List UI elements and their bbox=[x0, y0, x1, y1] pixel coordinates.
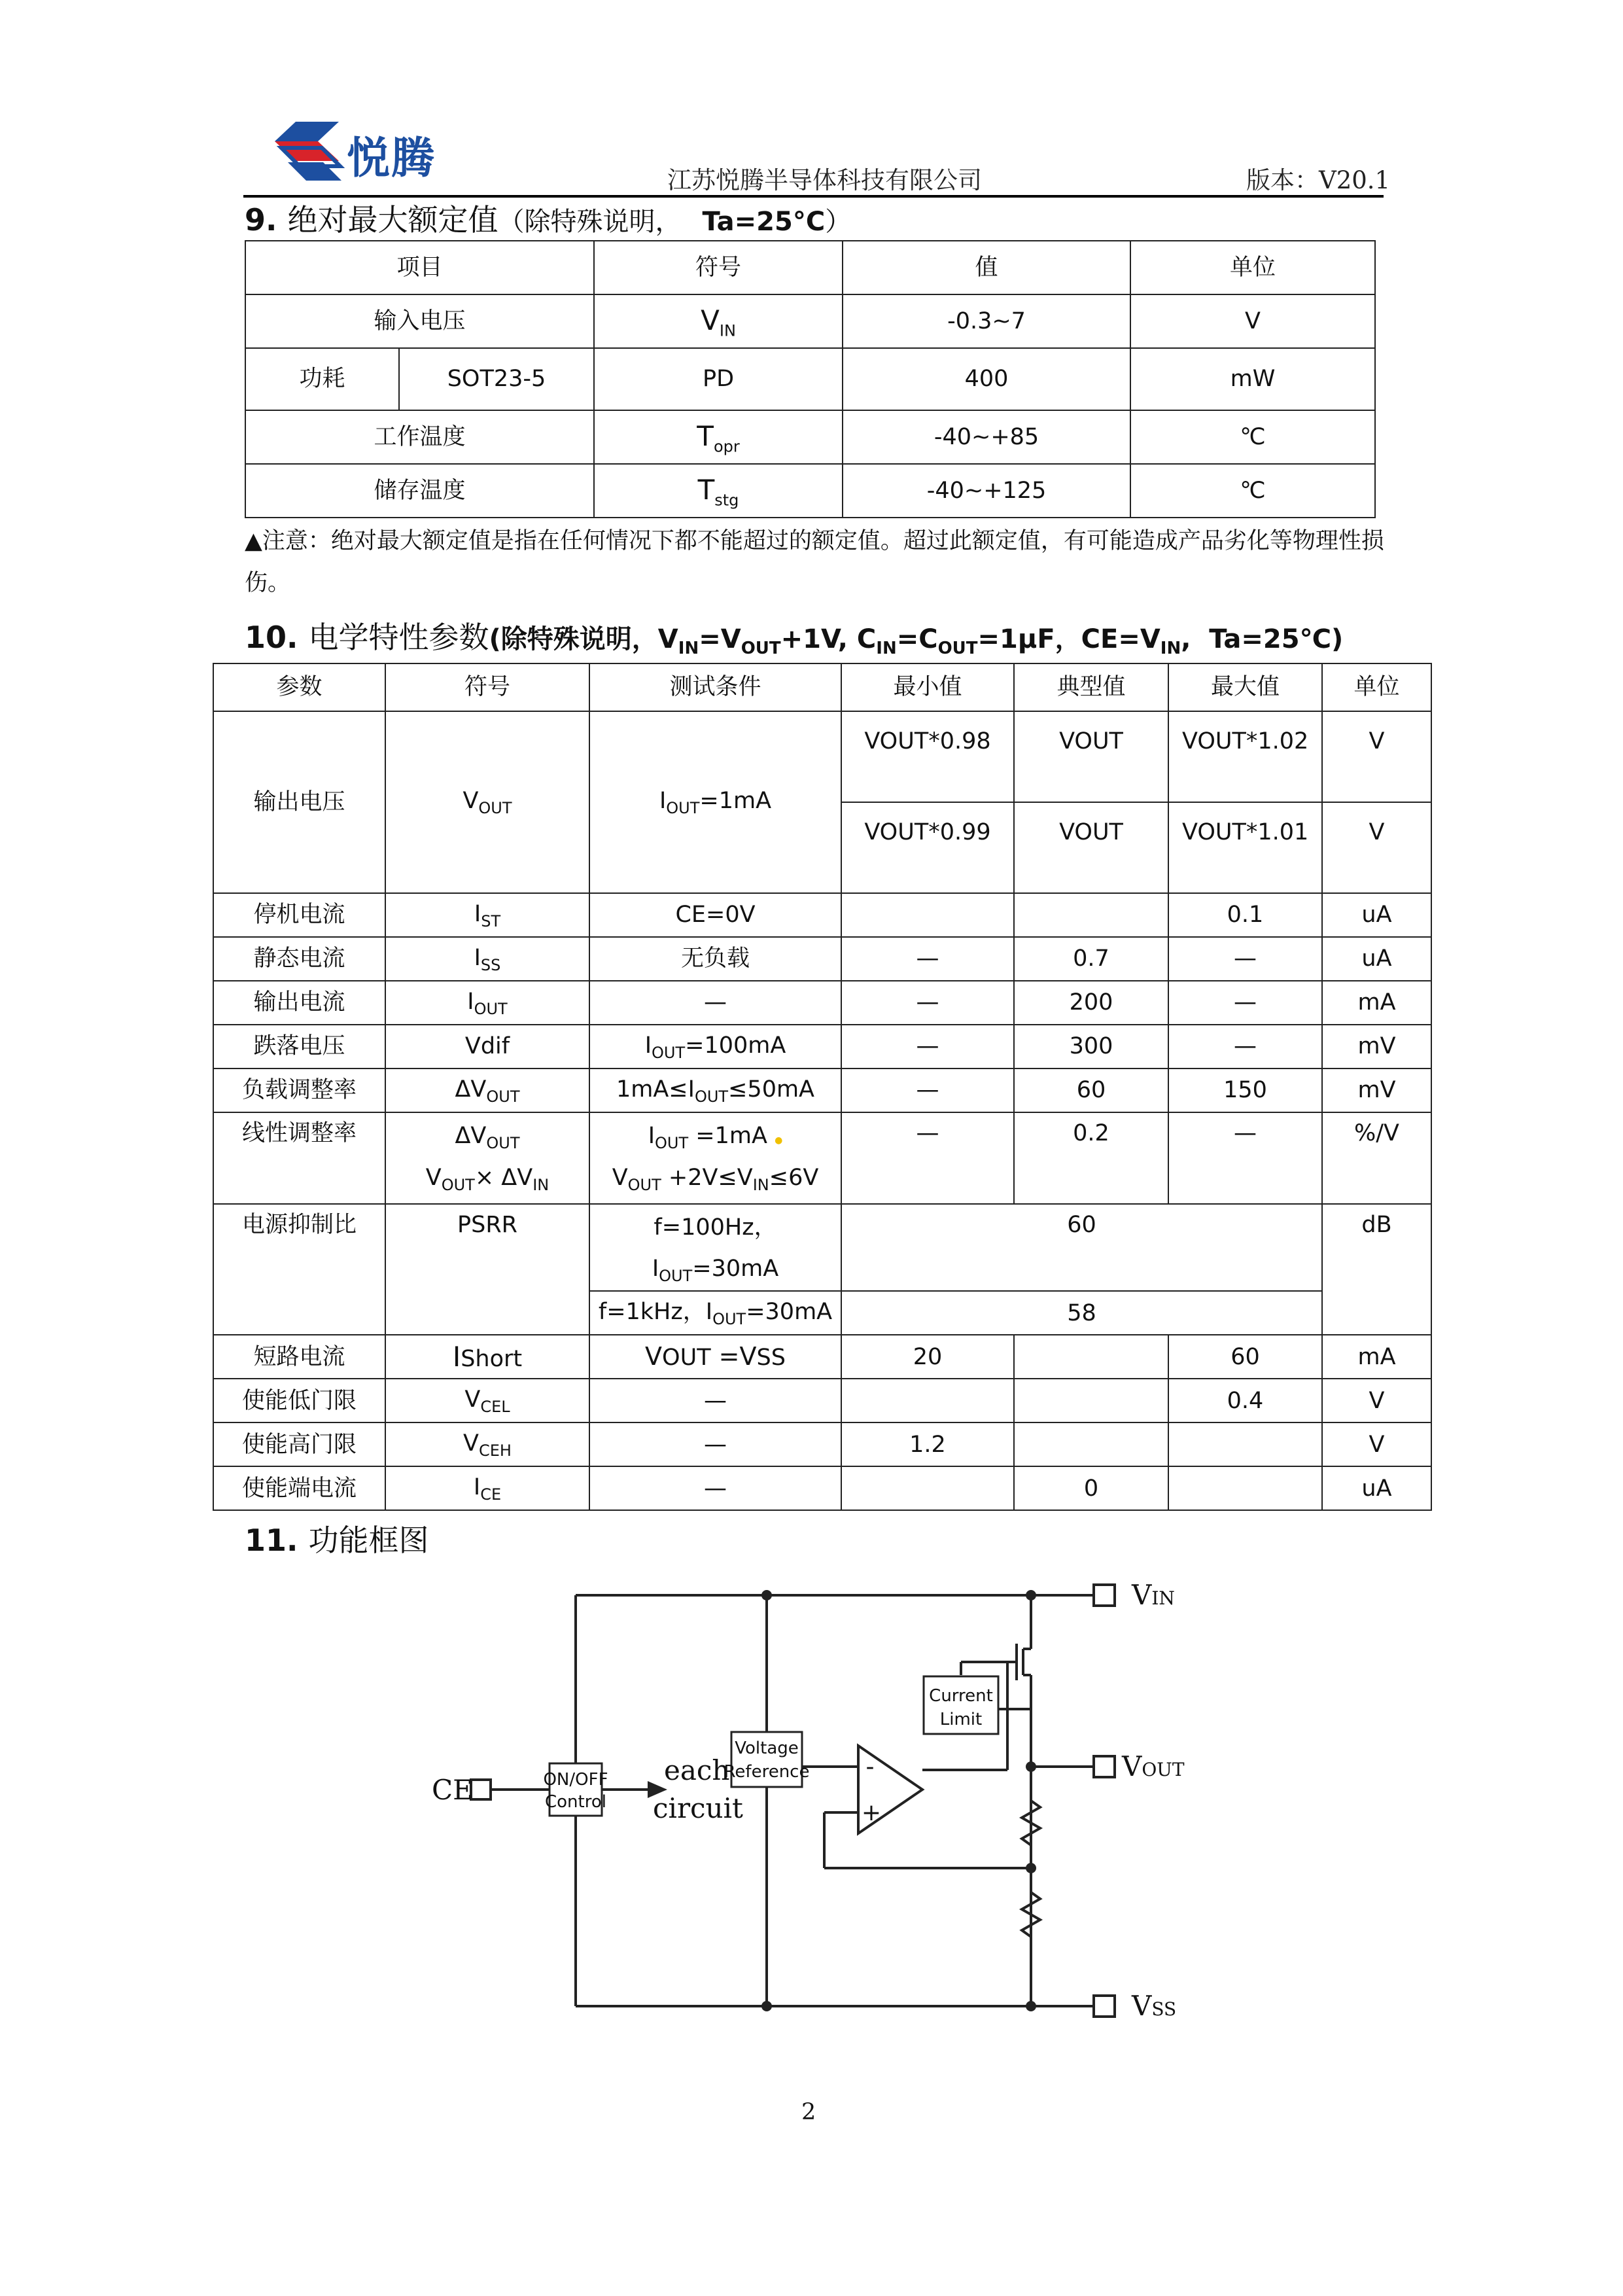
onoff-label-1: ON/OFF bbox=[543, 1770, 608, 1790]
circuit-label: circuit bbox=[653, 1792, 743, 1824]
table-row: 静态电流 $I_{SS}$ 无负载 — 0.7 — uA bbox=[213, 937, 1431, 981]
company-name: 江苏悦腾半导体科技有限公司 bbox=[667, 166, 982, 194]
vref-label-1: Voltage bbox=[735, 1739, 799, 1758]
document-version: 版本：V20.1 bbox=[1246, 166, 1391, 194]
section-11-title: 11. 功能框图 bbox=[245, 1523, 429, 1558]
table-row: 使能低门限 $V_{CEL}$ — 0.4 V bbox=[213, 1379, 1431, 1422]
electrical-characteristics-table bbox=[213, 663, 1432, 1511]
table-row: 跌落电压 Vdif $I_{OUT}=100mA$ — 300 — mV bbox=[213, 1025, 1431, 1069]
absolute-max-ratings-table bbox=[245, 240, 1376, 518]
table-row: 线性调整率 $\Delta V_{OUT}$ $V_{OUT}\times \Delta V_{IN}$ $I_{OUT} =1mA$ ● $V_{OUT} +2V\le V_{IN}\le 6V$ — 0.2 — %/V bbox=[213, 1112, 1431, 1204]
ce-label: CE bbox=[432, 1774, 473, 1806]
table-row: 使能高门限 $V_{CEH}$ — 1.2 V bbox=[213, 1422, 1431, 1466]
opamp-plus: + bbox=[861, 1799, 882, 1826]
page-number: 2 bbox=[801, 2099, 816, 2125]
climit-label-1: Current bbox=[929, 1686, 993, 1706]
section-9-title: 9. 绝对最大额定值（除特殊说明， Ta=25°C） bbox=[245, 202, 852, 238]
table-row: 短路电流 IShort VOUT =VSS 20 60 mA bbox=[213, 1335, 1431, 1379]
warning-note: ▲注意：绝对最大额定值是指在任何情况下都不能超过的额定值。超过此额定值，有可能造成产品劣化等物理性损伤。 bbox=[245, 528, 1384, 596]
table-row: 负载调整率 $\Delta V_{OUT}$ $1mA\le I_{OUT}\le 50mA$ — 60 150 mV bbox=[213, 1069, 1431, 1112]
each-label: each bbox=[664, 1754, 730, 1786]
table-row: 工作温度 $T_{opr}$ -40~+85 ℃ bbox=[245, 410, 1375, 464]
col-header: 值 bbox=[843, 241, 1130, 294]
climit-label-2: Limit bbox=[939, 1710, 983, 1729]
col-header: 单位 bbox=[1130, 241, 1375, 294]
vout-label: V bbox=[1122, 1750, 1142, 1782]
col-header: 单位 bbox=[1322, 663, 1431, 711]
table-row: 停机电流 $I_{ST}$ CE=0V 0.1 uA bbox=[213, 893, 1431, 937]
col-header: 最小值 bbox=[841, 663, 1014, 711]
table-row: 输出电压 $V_{OUT}$ $I_{OUT}=1mA$ VOUT*0.98 VOUT VOUT*1.02 V bbox=[213, 711, 1431, 802]
functional-block-diagram bbox=[419, 1570, 1217, 2041]
onoff-label-2: Control bbox=[545, 1792, 606, 1812]
svg-text:VIN: VIN bbox=[1132, 1579, 1175, 1611]
table-row: 输入电压 $V_{IN}$ -0.3~7 V bbox=[245, 294, 1375, 348]
table-row: 使能端电流 $I_{CE}$ — 0 uA bbox=[213, 1466, 1431, 1510]
col-header: 测试条件 bbox=[589, 663, 841, 711]
col-header: 典型值 bbox=[1014, 663, 1168, 711]
svg-text:VSS: VSS bbox=[1132, 1990, 1177, 2022]
col-header: 最大值 bbox=[1168, 663, 1322, 711]
table-row: 电源抑制比 PSRR f=100Hz， $I_{OUT}=30mA$ 60 dB bbox=[213, 1204, 1431, 1291]
col-header: 符号 bbox=[385, 663, 589, 711]
table-row: 输出电流 $I_{OUT}$ — — 200 — mA bbox=[213, 981, 1431, 1025]
col-header: 参数 bbox=[213, 663, 385, 711]
vin-label: V bbox=[1132, 1579, 1152, 1611]
section-10-title: 10. 电学特性参数(除特殊说明，$V_{IN}=V_{OUT}+1V$, $C_{IN}=C_{OUT}=1\mu F$，$CE=V_{IN}$, Ta=25℃) bbox=[245, 620, 1344, 658]
col-header: 项目 bbox=[245, 241, 594, 294]
opamp-minus: - bbox=[865, 1754, 875, 1780]
col-header: 符号 bbox=[594, 241, 843, 294]
table-row: 储存温度 $T_{stg}$ -40~+125 ℃ bbox=[245, 464, 1375, 518]
table-row: 功耗 SOT23-5 PD 400 mW bbox=[245, 348, 1375, 410]
vref-label-2: Reference bbox=[724, 1762, 810, 1782]
table-row: VOUT*0.99 VOUT VOUT*1.01 V bbox=[213, 802, 1431, 893]
logo-text: 悦腾 bbox=[347, 133, 436, 183]
table-row: f=1kHz，$I_{OUT}=30mA$ 58 bbox=[213, 1291, 1431, 1335]
vss-label: V bbox=[1132, 1990, 1152, 2022]
svg-text:VOUT: VOUT bbox=[1122, 1750, 1185, 1782]
